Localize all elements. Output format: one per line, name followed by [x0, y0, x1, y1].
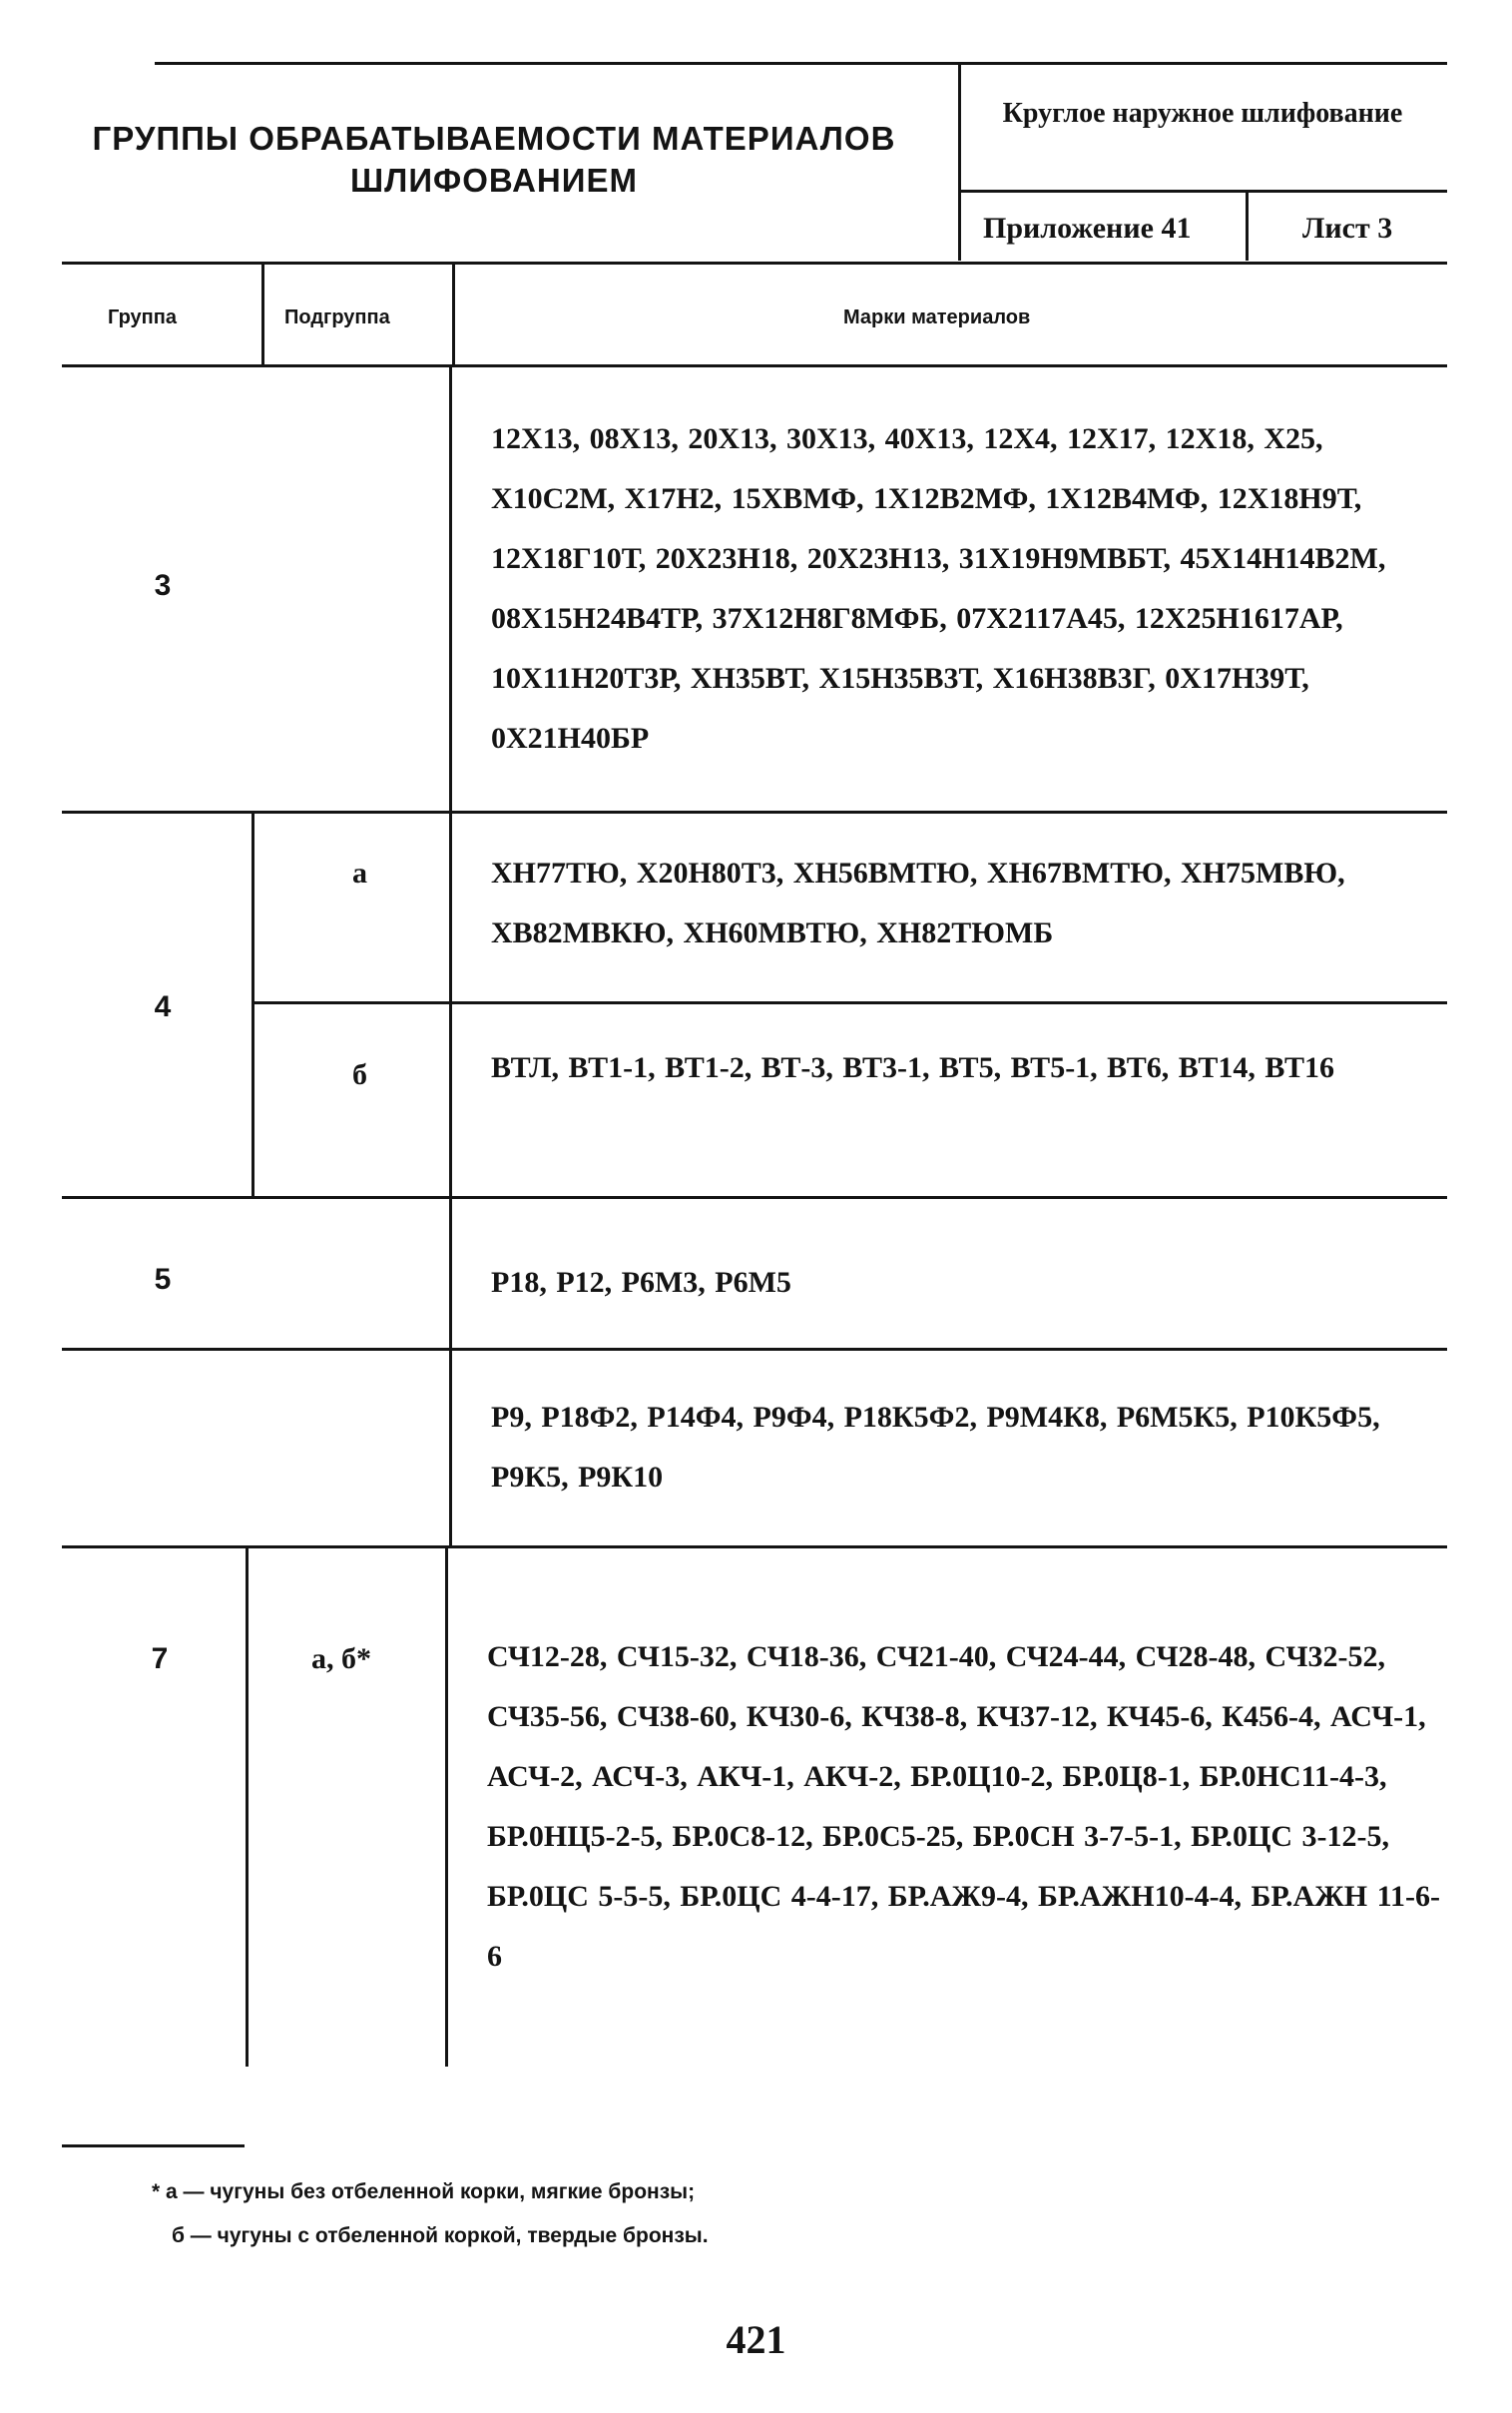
subgroup-cell: б: [352, 1058, 367, 1091]
materials-list: 12Х13, 08Х13, 20Х13, 30Х13, 40Х13, 12Х4, 12Х17, 12Х18, Х25, Х10С2М, Х17Н2, 15ХВМФ, 1Х12В2МФ, 1Х12В4МФ, 12Х18Н9Т, 12Х18Г10Т, 20Х23Н18, 20Х23Н13, 31Х19Н9МВБТ, 45Х14Н14В2М, 08Х15Н24В4ТР, 37Х12Н8Г8МФБ, 07Х2117А45, 12Х25Н1617АР, 10Х11Н20Т3Р, ХН35ВТ, Х15Н35В3Т, Х16Н38В3Г, 0Х17Н39Т, 0Х21Н40БР: [491, 422, 1386, 755]
materials-divider: [449, 365, 452, 811]
footnote-rule: [62, 2144, 245, 2147]
materials-list: Р18, Р12, Р6М3, Р6М5: [491, 1266, 791, 1299]
header-divider: [958, 64, 961, 261]
header-mid-rule: [958, 190, 1447, 193]
subgroup-cell: а, б*: [311, 1642, 371, 1675]
materials-list: ХН77ТЮ, Х20Н80Т3, ХН56ВМТЮ, ХН67ВМТЮ, ХН75МВЮ, ХВ82МВКЮ, ХН60МВТЮ, ХН82ТЮМБ: [491, 857, 1345, 949]
column-header-group: Группа: [108, 306, 177, 328]
appendix-label: Приложение 41: [983, 212, 1192, 245]
table-top-rule: [62, 262, 1447, 265]
row-rule: [62, 1348, 1447, 1351]
page-title: ГРУППЫ ОБРАБАТЫВАЕМОСТИ МАТЕРИАЛОВ ШЛИФОВАНИЕМ: [92, 120, 896, 199]
materials-list: ВТЛ, ВТ1-1, ВТ1-2, ВТ-3, ВТ3-1, ВТ5, ВТ5-1, ВТ6, ВТ14, ВТ16: [491, 1051, 1335, 1084]
header-bottom-rule: [62, 364, 1447, 367]
row-rule: [62, 1196, 1447, 1199]
group-cell: 7: [151, 1642, 169, 1675]
row-rule: [62, 811, 1447, 814]
subgroup-cell: а: [352, 857, 367, 890]
materials-divider: [445, 1547, 448, 2067]
col-divider-2: [452, 263, 455, 364]
subgroup-divider: [246, 1547, 249, 2067]
subgroup-rule: [252, 1001, 1447, 1004]
materials-divider: [449, 1350, 452, 1545]
sheet-title: Круглое наружное шлифование: [1002, 98, 1403, 129]
col-divider-1: [261, 263, 264, 364]
materials-divider: [449, 1198, 452, 1348]
group-cell: 4: [154, 990, 172, 1023]
materials-list: Р9, Р18Ф2, Р14Ф4, Р9Ф4, Р18К5Ф2, Р9М4К8, Р6М5К5, Р10К5Ф5, Р9К5, Р9К10: [491, 1401, 1380, 1494]
appendix-divider: [1246, 190, 1249, 261]
materials-divider: [449, 813, 452, 1197]
group-cell: 5: [154, 1263, 172, 1296]
group-cell: 3: [154, 569, 172, 602]
sheet-number: Лист 3: [1302, 212, 1393, 245]
top-rule: [155, 62, 1447, 65]
column-header-subgroup: Подгруппа: [284, 306, 390, 328]
page-number: 421: [726, 2317, 786, 2362]
materials-list: СЧ12-28, СЧ15-32, СЧ18-36, СЧ21-40, СЧ24-44, СЧ28-48, СЧ32-52, СЧ35-56, СЧ38-60, КЧ30-6, КЧ38-8, КЧ37-12, КЧ45-6, К456-4, АСЧ-1, АСЧ-2, АСЧ-3, АКЧ-1, АКЧ-2, БР.0Ц10-2, БР.0Ц8-1, БР.0НС11-4-3, БР.0НЦ5-2-5, БР.0С8-12, БР.0С5-25, БР.0СН 3-7-5-1, БР.0ЦС 3-12-5, БР.0ЦС 5-5-5, БР.0ЦС 4-4-17, БР.АЖ9-4, БР.АЖН10-4-4, БР.АЖН 11-6-6: [487, 1640, 1440, 1973]
footnote-line: * а — чугуны без отбеленной корки, мягкие бронзы;: [152, 2180, 696, 2203]
footnote-line: б — чугуны с отбеленной коркой, твердые бронзы.: [172, 2224, 709, 2247]
row-rule: [62, 1545, 1447, 1548]
subgroup-divider: [252, 813, 254, 1197]
column-header-materials: Марки материалов: [843, 306, 1031, 328]
